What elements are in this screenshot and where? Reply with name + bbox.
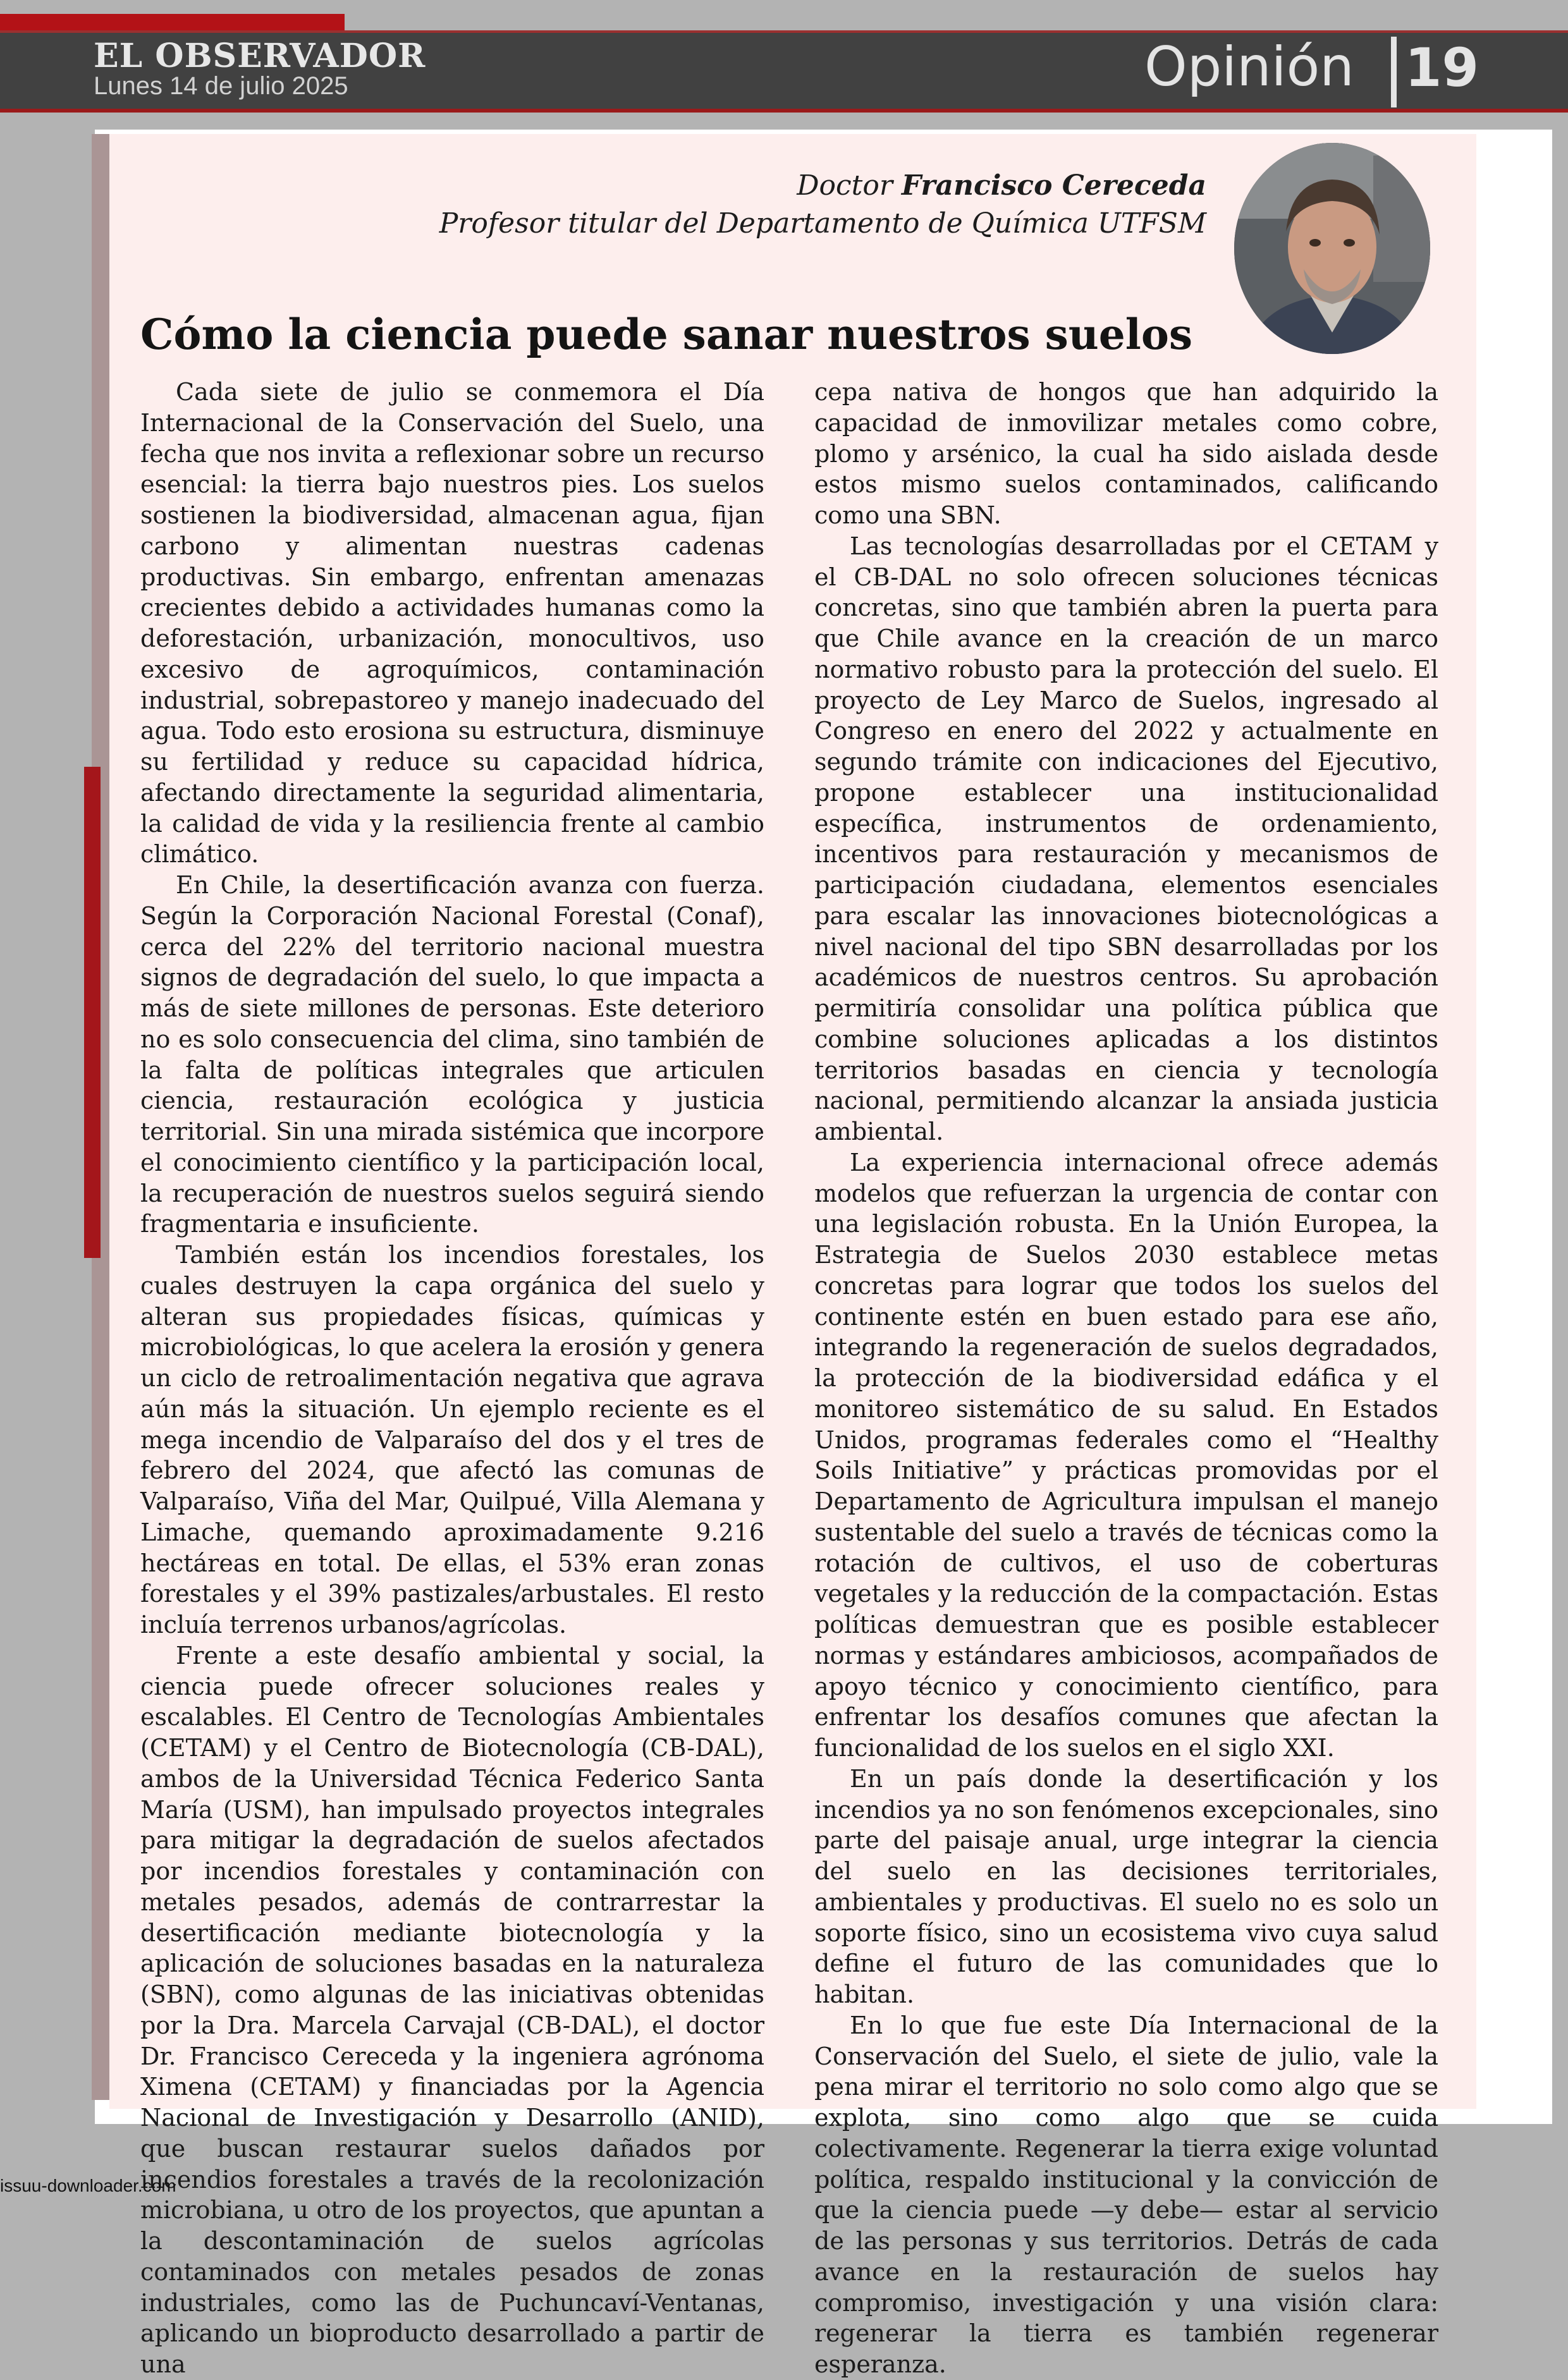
paragraph: En un país donde la desertificación y los incendios ya no son fenómenos excepcionales, sino parte del paisaje anual, urge integrar la ciencia del suelo en las decisiones territoriales, ambientales y productivas. El suelo no es solo un soporte físico, sino un ecosistema vivo cuya salud define el futuro de las comunidades que lo habitan. <box>814 1764 1438 2008</box>
section-separator <box>1391 37 1397 107</box>
masthead-rule <box>0 109 1568 113</box>
page-number: 19 <box>1405 37 1479 99</box>
masthead-accent-bar <box>0 14 345 30</box>
paragraph: Frente a este desafío ambiental y social, la ciencia puede ofrecer soluciones reales y escalables. El Centro de Tecnologías Ambientales (CETAM) y el Centro de Biotecnología (CB-DAL), ambos de la Universidad Técnica Federico Santa María (USM), han impulsado proyectos integrales para mitigar la degradación de suelos afectados por incendios forestales y contaminación con metales pesados, además de contrarrestar la desertificación mediante biotecnología y la aplicación de soluciones basadas en la naturaleza (SBN), como algunas de las iniciativas obtenidas por la Dra. Marcela Carvajal (CB-DAL), el doctor Dr. Francisco Cereceda y la ingeniera agrónoma Ximena (CETAM) y financiadas por la Agencia Nacional de Investigación y Desarrollo (ANID), que buscan restaurar suelos dañados por incendios forestales a través de la recolonización microbiana, u otro de los proyectos, que apuntan a la descontaminación de suelos agrícolas contaminados con metales pesados de zonas industriales, como las de Puchuncaví-Ventanas, aplicando un bioproducto desarrollado a partir de una <box>140 1641 764 2378</box>
paragraph: Las tecnologías desarrolladas por el CETAM y el CB-DAL no solo ofrecen soluciones técnicas concretas, sino que también abren la puerta para que Chile avance en la creación de un marco normativo robusto para la protección del suelo. El proyecto de Ley Marco de Suelos, ingresado al Congreso en enero del 2022 y actualmente en segundo trámite con indicaciones del Ejecutivo, propone establecer una institucionalidad específica, instrumentos de ordenamiento, incentivos para restauración y mecanismos de participación ciudadana, elementos esenciales para escalar las innovaciones biotecnológicas a nivel nacional del tipo SBN desarrolladas por los académicos de nuestros centros. Su aprobación permitiría consolidar una política pública que combine soluciones aplicadas a los distintos territorios basadas en ciencia y tecnología nacional, permitiendo alcanzar la ansiada justicia ambiental. <box>814 532 1438 1145</box>
source-watermark: issuu-downloader.com <box>0 2176 176 2195</box>
author-portrait-icon <box>1234 143 1430 354</box>
author-name: Francisco Cereceda <box>901 169 1206 202</box>
article-headline: Cómo la ciencia puede sanar nuestros suelos <box>140 310 1193 359</box>
author-photo <box>1234 143 1430 354</box>
newspaper-name: EL OBSERVADOR <box>94 37 426 75</box>
margin-red-marker <box>84 767 101 1258</box>
paragraph-continuation: cepa nativa de hongos que han adquirido la capacidad de inmovilizar metales como cobre, plomo y arsénico, la cual ha sido aislada desde estos mismo suelos contaminados, calificando como una SBN. <box>814 378 1438 529</box>
author-byline <box>797 169 1206 202</box>
paragraph: Cada siete de julio se conmemora el Día Internacional de la Conservación del Suelo, una fecha que nos invita a reflexionar sobre un recurso esencial: la tierra bajo nuestros pies. Los suelos sostienen la biodiversidad, almacenan agua, fijan carbono y alimentan nuestras cadenas productivas. Sin embargo, enfrentan amenazas crecientes debido a actividades humanas como la deforestación, urbanización, monocultivos, uso excesivo de agroquímicos, contaminación industrial, sobrepastoreo y manejo inadecuado del agua. Todo esto erosiona su estructura, disminuye su fertilidad y reduce su capacidad hídrica, afectando directamente la seguridad alimentaria, la calidad de vida y la resiliencia frente al cambio climático. <box>140 378 764 869</box>
issue-date: Lunes 14 de julio 2025 <box>94 72 348 100</box>
paragraph: También están los incendios forestales, los cuales destruyen la capa orgánica del suelo y alteran sus propiedades físicas, químicas y microbiológicas, lo que acelera la erosión y genera un ciclo de retroalimentación negativa que agrava aún más la situación. Un ejemplo reciente es el mega incendio de Valparaíso del dos y el tres de febrero del 2024, que afectó las comunas de Valparaíso, Viña del Mar, Quilpué, Villa Alemana y Limache, quemando aproximadamente 9.216 hectáreas en total. De ellas, el 53% eran zonas forestales y el 39% pastizales/arbustales. El resto incluía terrenos urbanos/agrícolas. <box>140 1241 764 1639</box>
section-title: Opinión <box>1144 35 1354 99</box>
paragraph: En Chile, la desertificación avanza con fuerza. Según la Corporación Nacional Forestal (Conaf), cerca del 22% del territorio nacional muestra signos de degradación del suelo, lo que impacta a más de siete millones de personas. Este deterioro no es solo consecuencia del clima, sino también de la falta de políticas integrales que articulen ciencia, restauración ecológica y justicia territorial. Sin una mirada sistémica que incorpore el conocimiento científico y la participación local, la recuperación de nuestros suelos seguirá siendo fragmentaria e insuficiente. <box>140 871 764 1238</box>
author-role: Profesor titular del Departamento de Química UTFSM <box>439 207 1206 240</box>
right-column <box>814 377 1438 2380</box>
author-title: Doctor <box>797 169 893 202</box>
left-column <box>140 377 764 2380</box>
paragraph: En lo que fue este Día Internacional de la Conservación del Suelo, el siete de julio, vale la pena mirar el territorio no solo como algo que se explota, sino como algo que se cuida colectivamente. Regenerar la tierra exige voluntad política, respaldo institucional y la convicción de que la ciencia puede —y debe— estar al servicio de las personas y sus territorios. Detrás de cada avance en la restauración de suelos hay compromiso, investigación y una visión clara: regenerar la tierra es también regenerar esperanza. <box>814 2011 1438 2378</box>
paragraph: La experiencia internacional ofrece además modelos que refuerzan la urgencia de contar con una legislación robusta. En la Unión Europea, la Estrategia de Suelos 2030 establece metas concretas para lograr que todos los suelos del continente estén en buen estado para ese año, integrando la regeneración de suelos degradados, la protección de la biodiversidad edáfica y el monitoreo sistemático de su salud. En Estados Unidos, programas federales como el “Healthy Soils Initiative” y prácticas promovidas por el Departamento de Agricultura impulsan el manejo sustentable del suelo a través de técnicas como la rotación de cultivos, el uso de coberturas vegetales y la reducción de la compactación. Estas políticas demuestran que es posible establecer normas y estándares ambiciosos, acompañados de apoyo técnico y conocimiento científico, para enfrentar los desafíos comunes que afectan la funcionalidad de los suelos en el siglo XXI. <box>814 1148 1438 1762</box>
